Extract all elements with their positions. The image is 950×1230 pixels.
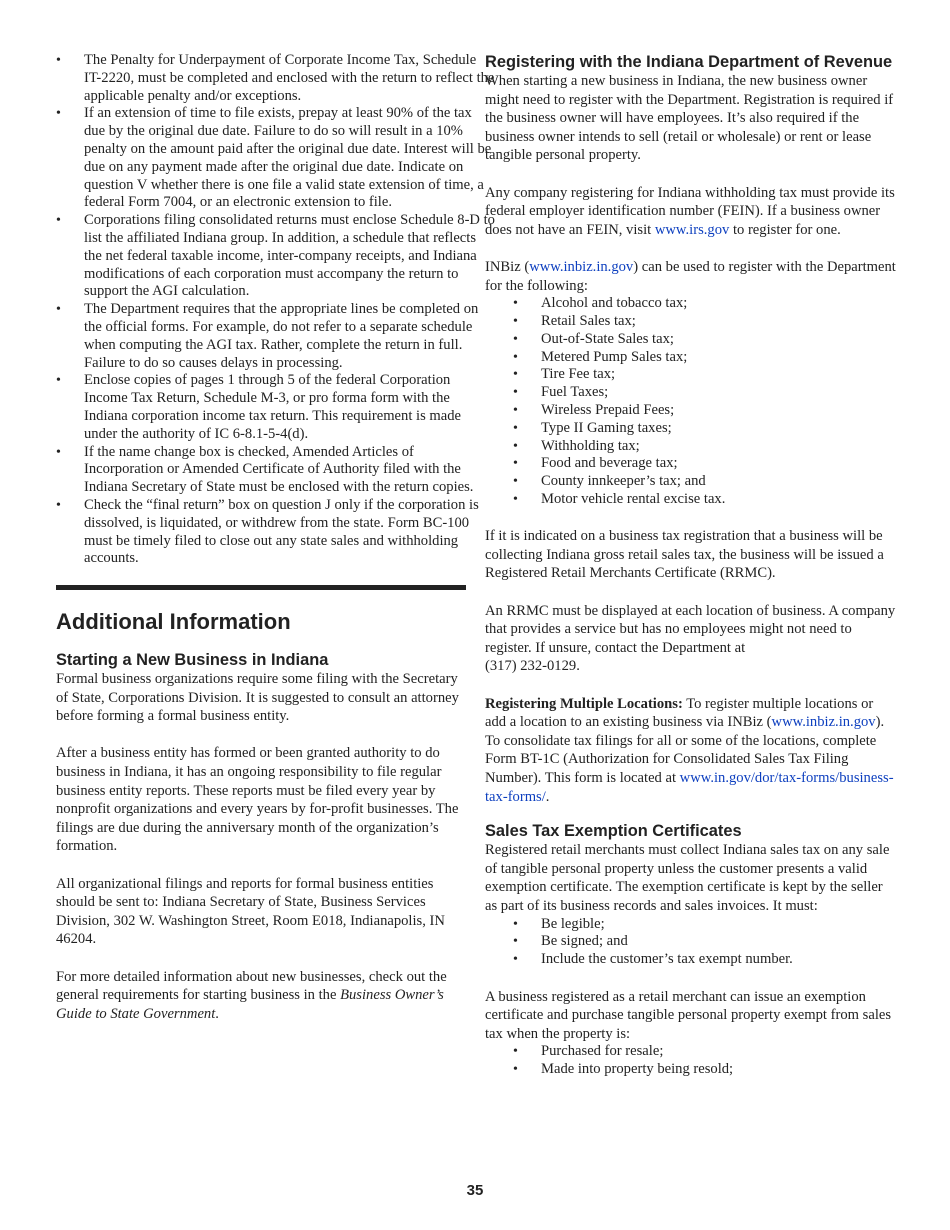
paragraph: A business registered as a retail merchant can issue an exemption certificate and purchase tangible personal property exempt from sales tax when the property is:: [485, 988, 892, 1042]
inbiz-link[interactable]: www.inbiz.in.gov: [529, 258, 634, 275]
paragraph: INBiz (www.inbiz.in.gov) can be used to register with the Department for the following:: [485, 258, 896, 294]
list-item: • Withholding tax;: [485, 438, 897, 456]
list-item: • Food and beverage tax;: [485, 455, 897, 473]
list-item: • Be legible;: [485, 916, 897, 934]
paragraph: All organizational filings and reports for formal business entities should be sent to: Indiana Secretary of State, Business Services Division, 302 W. Washington Street, Room E018, Indianapolis, IN 46204.: [56, 875, 445, 948]
list-item: • Enclose copies of pages 1 through 5 of the federal Corporation Income Tax Return, Schedule M-3, or pro forma form with the Indiana corporation income tax return. This requirement is made under the authority of IC 6-8.1-5-4(d).: [28, 372, 496, 443]
paragraph: For more detailed information about new businesses, check out the general requirements for starting business in the Business Owner’s Guide to State Government.: [56, 968, 447, 1022]
page-number: 35: [466, 1182, 484, 1199]
list-item: • Out-of-State Sales tax;: [485, 331, 897, 349]
bold-lead: Registering Multiple Locations:: [485, 695, 683, 712]
paragraph: If it is indicated on a business tax registration that a business will be collecting Indiana gross retail sales tax, the business will be issued a Registered Retail Merchants Certificate (RRMC).: [485, 528, 884, 582]
left-column: [56, 52, 495, 1023]
phone-number: (317) 232-0129.: [485, 658, 580, 675]
subsection-title: Starting a New Business in Indiana: [56, 651, 329, 670]
exemption-list: [485, 916, 897, 969]
list-item: • Fuel Taxes;: [485, 384, 897, 402]
list-item: • Made into property being resold;: [485, 1061, 897, 1079]
requirements-list: [28, 52, 496, 568]
list-item: • Purchased for resale;: [485, 1043, 897, 1061]
right-column: [485, 52, 897, 1079]
list-item: • Corporations filing consolidated returns must enclose Schedule 8-D to list the affiliated Indiana group. In addition, a schedule that reflects the net federal taxable income, inter-company receipts, and Indiana modifications of each corporation must accompany the return to support the AGI calculation.: [28, 212, 496, 301]
list-item: • Metered Pump Sales tax;: [485, 349, 897, 367]
paragraph: Formal business organizations require some filing with the Secretary of State, Corporations Division. It is suggested to consult an attorney before forming a formal business entity.: [56, 671, 459, 725]
paragraph: Any company registering for Indiana withholding tax must provide its federal employer identification number (FEIN). If a business owner does not have an FEIN, visit www.irs.gov to register for one.: [485, 184, 895, 238]
paragraph: Registering Multiple Locations: To register multiple locations or add a location to an existing business via INBiz (www.inbiz.in.gov). To consolidate tax filings for all or some of the locations, complete Form BT-1C (Authorization for Consolidated Sales Tax Filing Number). This form is located at www.in.gov/dor/tax-forms/business-tax-forms/.: [485, 695, 894, 805]
list-item: • Motor vehicle rental excise tax.: [485, 491, 897, 509]
list-item: • The Penalty for Underpayment of Corporate Income Tax, Schedule IT-2220, must be completed and enclosed with the return to reflect the applicable penalty and/or exceptions.: [28, 52, 496, 105]
paragraph: When starting a new business in Indiana, the new business owner might need to register with the Department. Registration is required if the business owner will have employees. It’s also required if the business owner intends to sell (retail or wholesale) or rent or lease tangible personal property.: [485, 73, 894, 164]
section-heading: Sales Tax Exemption Certificates: [485, 822, 742, 841]
list-item: • Tire Fee tax;: [485, 366, 897, 384]
inbiz-link[interactable]: www.inbiz.in.gov: [771, 714, 876, 731]
paragraph: After a business entity has formed or been granted authority to do business in Indiana, it has an ongoing responsibility to file regular business entity reports. These reports must be filed every year by nonprofit organizations and every years by for-profit businesses. The filings are due during the anniversary month of the organization’s formation.: [56, 745, 459, 855]
list-item: • Be signed; and: [485, 933, 897, 951]
retail-list: [485, 1043, 897, 1079]
list-item: • Wireless Prepaid Fees;: [485, 402, 897, 420]
list-item: • Retail Sales tax;: [485, 313, 897, 331]
list-item: • County innkeeper’s tax; and: [485, 473, 897, 491]
list-item: • If an extension of time to file exists, prepay at least 90% of the tax due by the original due date. Failure to do so will result in a 10% penalty on the amount paid after the original due date. Interest will be due on any payment made after the original due date. Indicate on question V whether there is one file a valid state extension of time, a federal Form 7004, or an electronic extension to file.: [28, 105, 496, 212]
guide-title: Business Owner’s Guide to State Government: [56, 987, 444, 1022]
paragraph: An RRMC must be displayed at each location of business. A company that provides a service but has no employees might not need to register. If unsure, contact the Department at (317) 232-0129.: [485, 602, 896, 675]
list-item: • If the name change box is checked, Amended Articles of Incorporation or Amended Certificate of Authority filed with the Indiana Secretary of State must be enclosed with the return copies.: [28, 444, 496, 497]
list-item: • Type II Gaming taxes;: [485, 420, 897, 438]
paragraph: Registered retail merchants must collect Indiana sales tax on any sale of tangible personal property unless the customer presents a valid exemption certificate. The exemption certificate is kept by the seller as part of its business records and sales invoices. It must:: [485, 842, 890, 914]
section-title: Additional Information: [56, 609, 291, 635]
list-item: • Include the customer’s tax exempt number.: [485, 951, 897, 969]
list-item: • The Department requires that the appropriate lines be completed on the official forms. For example, do not refer to a separate schedule when computing the AGI tax. Rather, complete the return in full. Failure to do so causes delays in processing.: [28, 301, 496, 372]
tax-list: [485, 295, 897, 509]
list-item: • Alcohol and tobacco tax;: [485, 295, 897, 313]
section-divider: [56, 585, 466, 590]
tax-forms-link[interactable]: www.in.gov/dor/tax-forms/business-tax-forms/: [485, 770, 894, 805]
irs-link[interactable]: www.irs.gov: [654, 221, 730, 238]
list-item: • Check the “final return” box on question J only if the corporation is dissolved, is liquidated, or withdrew from the state. Form BC-100 must be timely filed to close out any state sales and withholding accounts.: [28, 497, 496, 568]
section-heading: Registering with the Indiana Department of Revenue: [485, 53, 893, 71]
